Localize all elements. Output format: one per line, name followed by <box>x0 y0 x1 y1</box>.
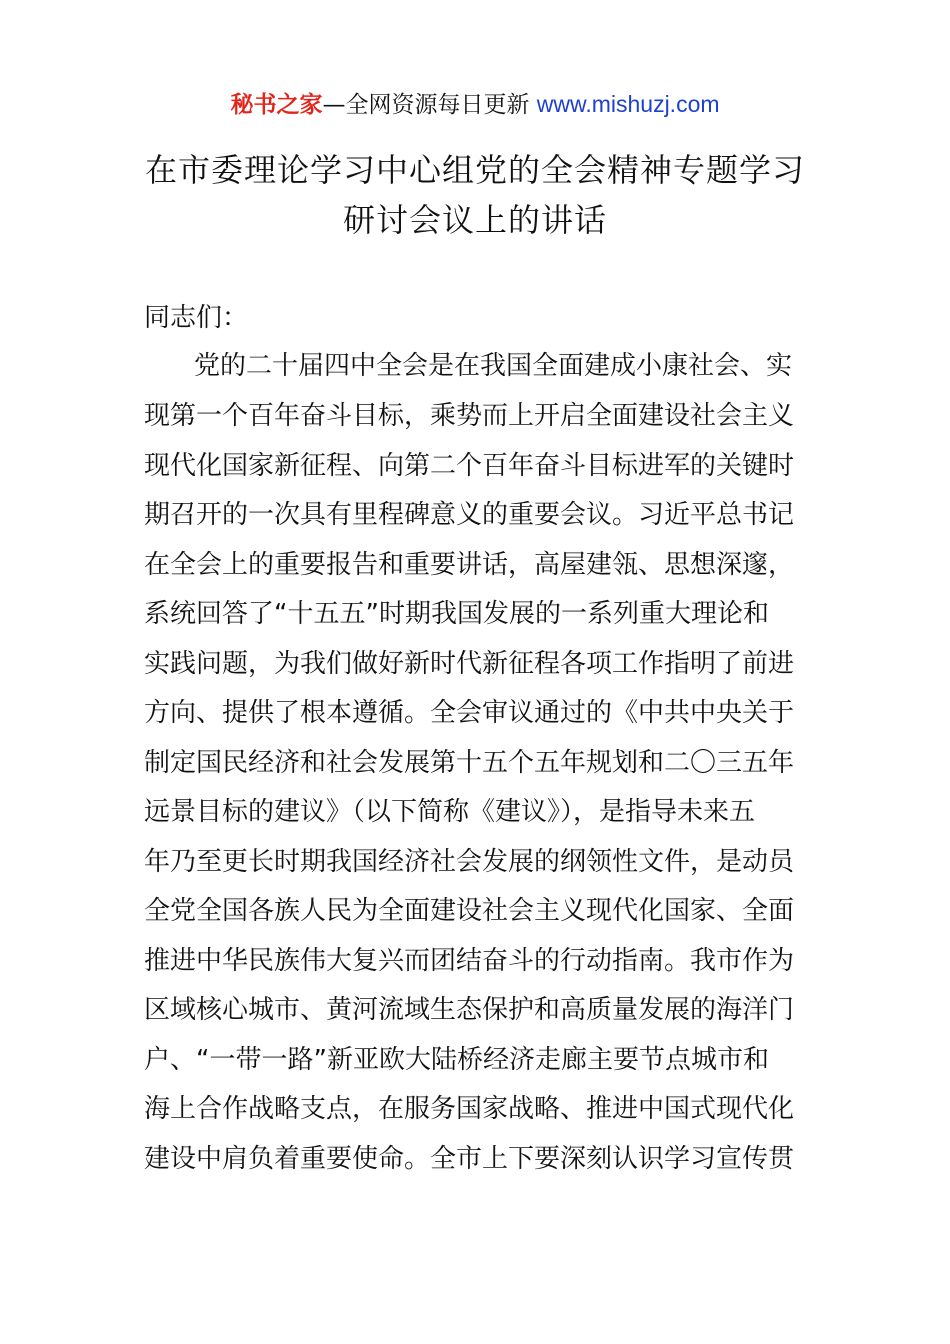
body-line: 方向、提供了根本遵循。全会审议通过的《中共中央关于 <box>144 698 795 728</box>
body-line: 远景目标的建议》（以下简称《建议》），是指导未来五 <box>144 797 756 827</box>
body-line: 区域核心城市、黄河流域生态保护和高质量发展的海洋门 <box>144 995 795 1025</box>
body-line: 推进中华民族伟大复兴而团结奋斗的行动指南。我市作为 <box>144 946 795 976</box>
body-line: 在全会上的重要报告和重要讲话，高屋建瓴、思想深邃， <box>144 550 795 580</box>
body-line: 现第一个百年奋斗目标，乘势而上开启全面建设社会主义 <box>144 401 795 431</box>
body-line: 实践问题，为我们做好新时代新征程各项工作指明了前进 <box>144 649 795 679</box>
site-url-link[interactable]: www.mishuzj.com <box>536 91 720 117</box>
body-line: 现代化国家新征程、向第二个百年奋斗目标进军的关键时 <box>144 451 795 481</box>
site-header <box>0 86 950 123</box>
header-tagline: —全网资源每日更新 <box>322 92 530 118</box>
document-title-line-1: 在市委理论学习中心组党的全会精神专题学习 <box>144 151 805 189</box>
brand-name: 秘书之家 <box>230 92 323 118</box>
body-line: 建设中肩负着重要使命。全市上下要深刻认识学习宣传贯 <box>144 1144 795 1174</box>
body-line: 党的二十届四中全会是在我国全面建成小康社会、实 <box>194 351 793 381</box>
body-line: 海上合作战略支点，在服务国家战略、推进中国式现代化 <box>144 1094 795 1124</box>
body-line: 年乃至更长时期我国经济社会发展的纲领性文件，是动员 <box>144 847 795 877</box>
body-line: 全党全国各族人民为全面建设社会主义现代化国家、全面 <box>144 896 795 926</box>
body-line: 制定国民经济和社会发展第十五个五年规划和二〇三五年 <box>144 748 795 778</box>
salutation: 同志们： <box>144 303 249 333</box>
body-line: 系统回答了“十五五”时期我国发展的一系列重大理论和 <box>144 599 769 629</box>
body-line: 期召开的一次具有里程碑意义的重要会议。习近平总书记 <box>144 500 795 530</box>
body-line: 户、“一带一路”新亚欧大陆桥经济走廊主要节点城市和 <box>144 1045 769 1075</box>
document-title-line-2: 研讨会议上的讲话 <box>342 201 607 239</box>
